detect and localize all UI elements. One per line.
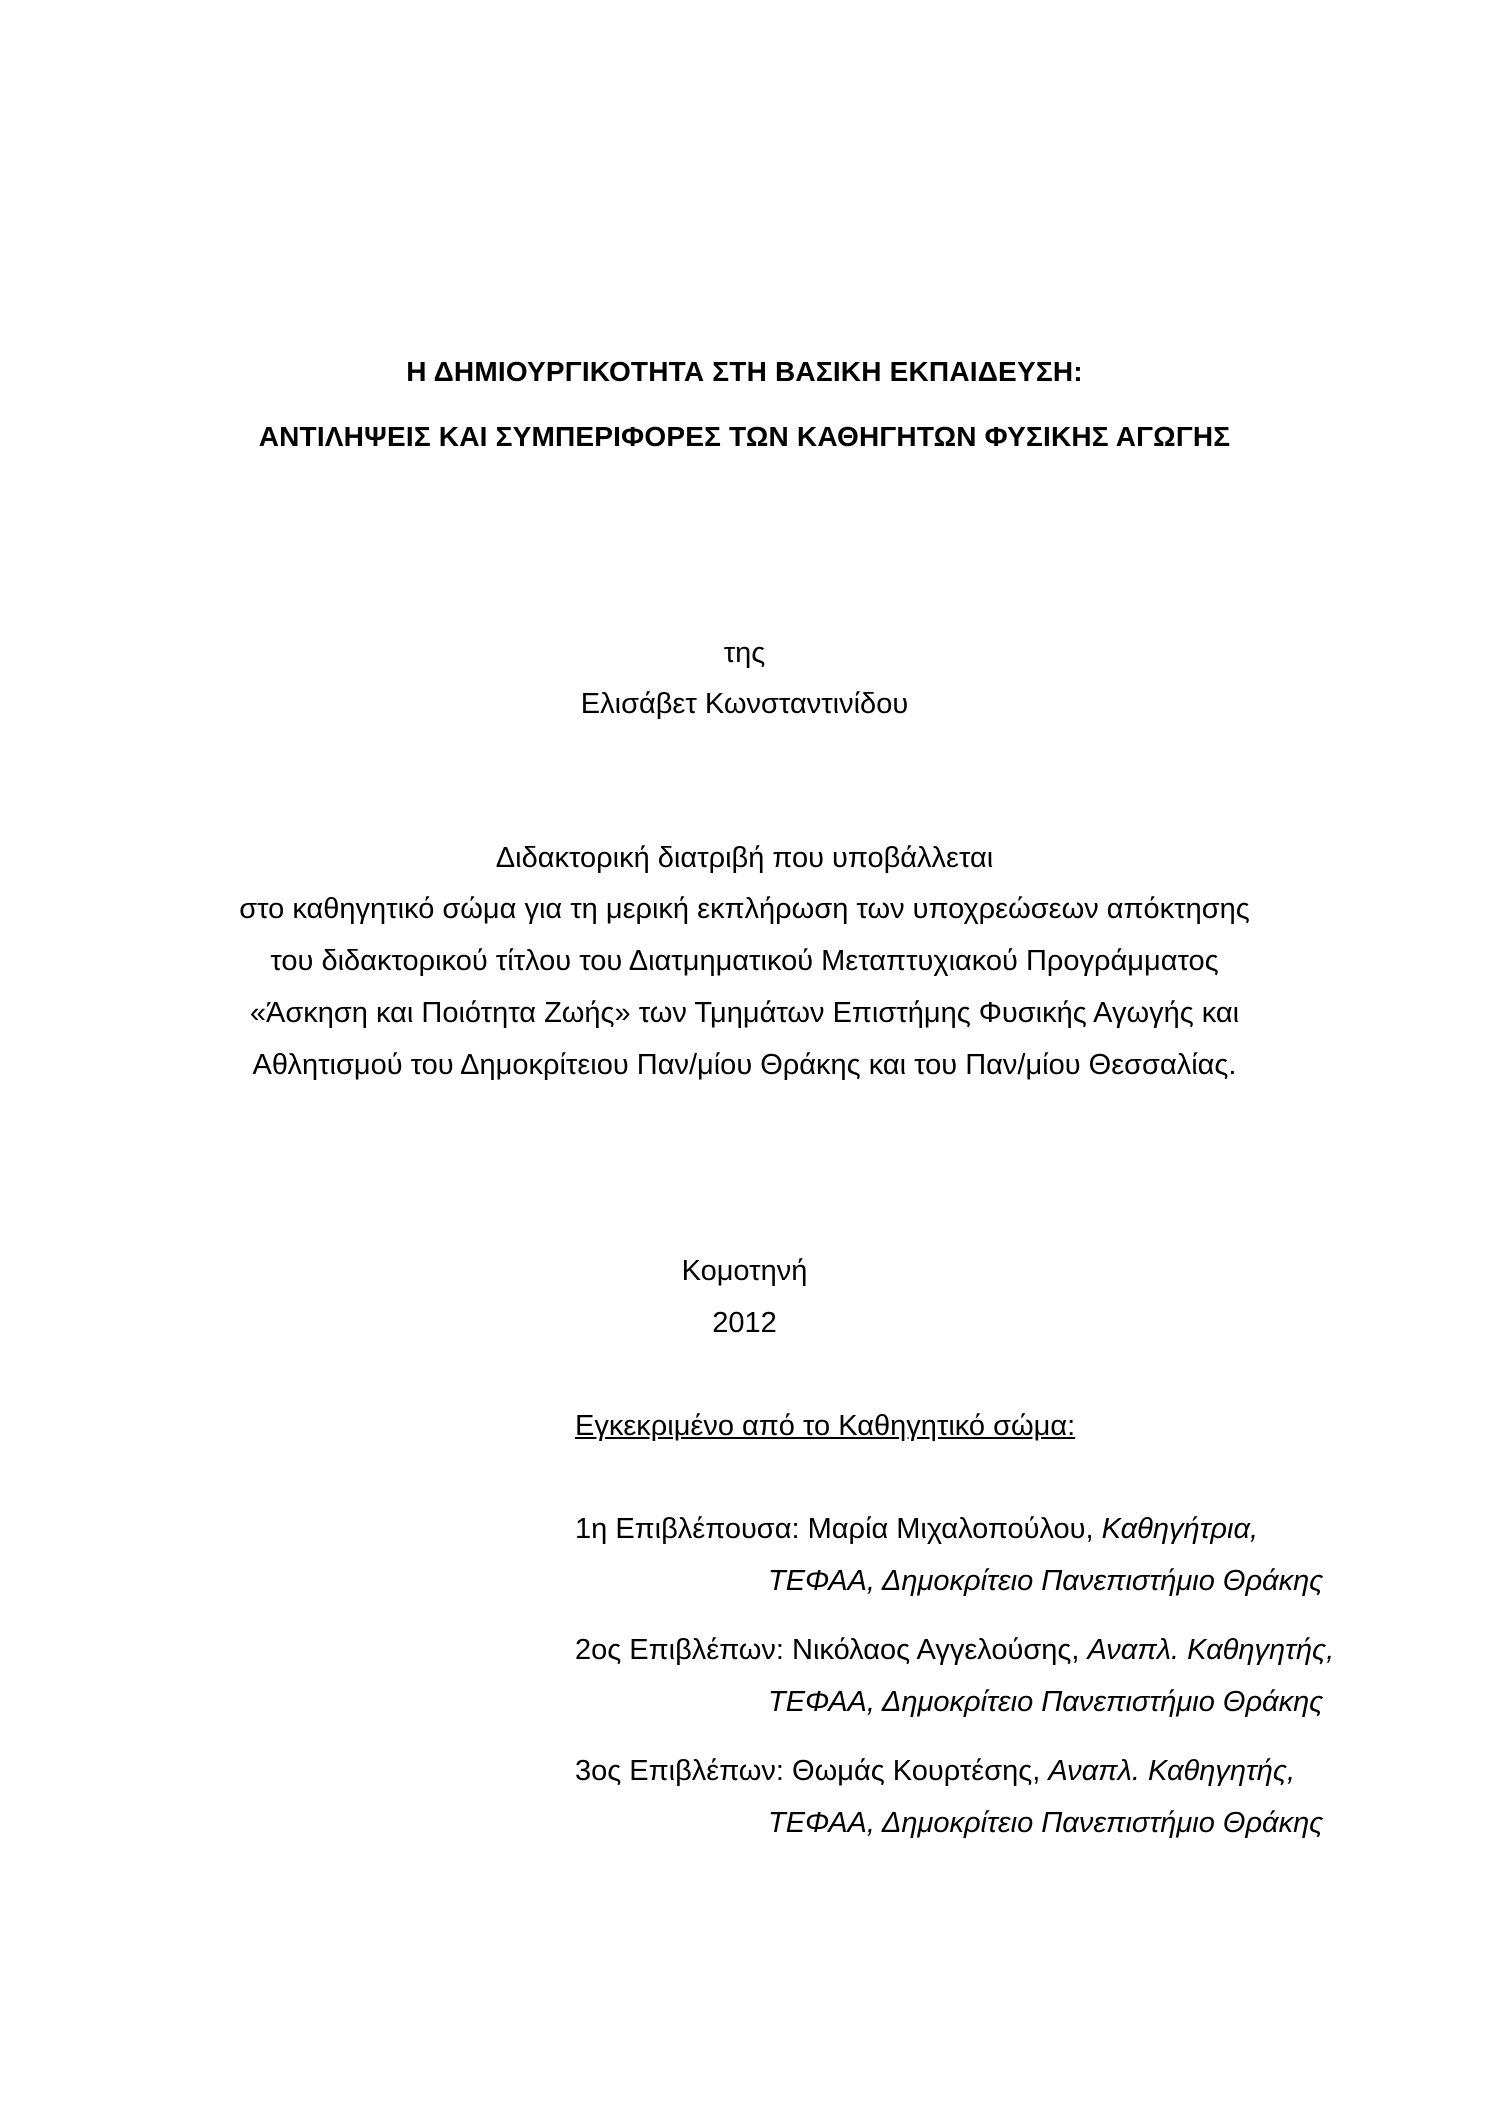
member-3-role-name: 3ος Επιβλέπων: Θωμάς Κουρτέσης, [575, 1755, 1049, 1787]
author-prefix: της [723, 637, 766, 669]
member-3-affiliation: ΤΕΦΑΑ, Δημοκρίτειο Πανεπιστήμιο Θράκης [768, 1807, 1324, 1839]
member-3-title: Αναπλ. Καθηγητής, [1048, 1755, 1296, 1787]
member-2-role-name: 2ος Επιβλέπων: Νικόλαος Αγγελούσης, [575, 1634, 1088, 1666]
title-line-1: Η ΔΗΜΙΟΥΡΓΙΚΟΤΗΤΑ ΣΤΗ ΒΑΣΙΚΗ ΕΚΠΑΙΔΕΥΣΗ: [406, 356, 1083, 387]
year: 2012 [712, 1307, 777, 1339]
committee-heading: Εγκεκριμένο από το Καθηγητικό σώμα: [575, 1410, 1076, 1442]
description-line-5: Αθλητισμού του Δημοκρίτειου Παν/μίου Θράκης και του Παν/μίου Θεσσαλίας. [252, 1049, 1237, 1081]
city: Κομοτηνή [681, 1255, 808, 1287]
member-2-affiliation: ΤΕΦΑΑ, Δημοκρίτειο Πανεπιστήμιο Θράκης [768, 1686, 1324, 1718]
committee-member-3 [575, 1755, 1295, 1788]
description-line-4: «Άσκηση και Ποιότητα Ζωής» των Τμημάτων Επιστήμης Φυσικής Αγωγής και [249, 997, 1240, 1029]
description-line-3: του διδακτορικού τίτλου του Διατμηματικού Μεταπτυχιακού Προγράμματος [270, 945, 1219, 977]
title-line-2: ΑΝΤΙΛΗΨΕΙΣ ΚΑΙ ΣΥΜΠΕΡΙΦΟΡΕΣ ΤΩΝ ΚΑΘΗΓΗΤΩΝ ΦΥΣΙΚΗΣ ΑΓΩΓΗΣ [258, 421, 1231, 452]
committee-member-2 [575, 1634, 1334, 1667]
committee-member-1 [575, 1513, 1258, 1546]
member-2-title: Αναπλ. Καθηγητής, [1087, 1634, 1335, 1666]
member-1-role-name: 1η Επιβλέπουσα: Μαρία Μιχαλοπούλου, [575, 1513, 1102, 1545]
author-name: Ελισάβετ Κωνσταντινίδου [580, 688, 909, 720]
member-1-title: Καθηγήτρια, [1101, 1513, 1259, 1545]
description-line-2: στο καθηγητικό σώμα για τη μερική εκπλήρωση των υποχρεώσεων απόκτησης [239, 893, 1250, 925]
member-1-affiliation: ΤΕΦΑΑ, Δημοκρίτειο Πανεπιστήμιο Θράκης [768, 1565, 1324, 1597]
description-line-1: Διδακτορική διατριβή που υποβάλλεται [495, 842, 994, 874]
